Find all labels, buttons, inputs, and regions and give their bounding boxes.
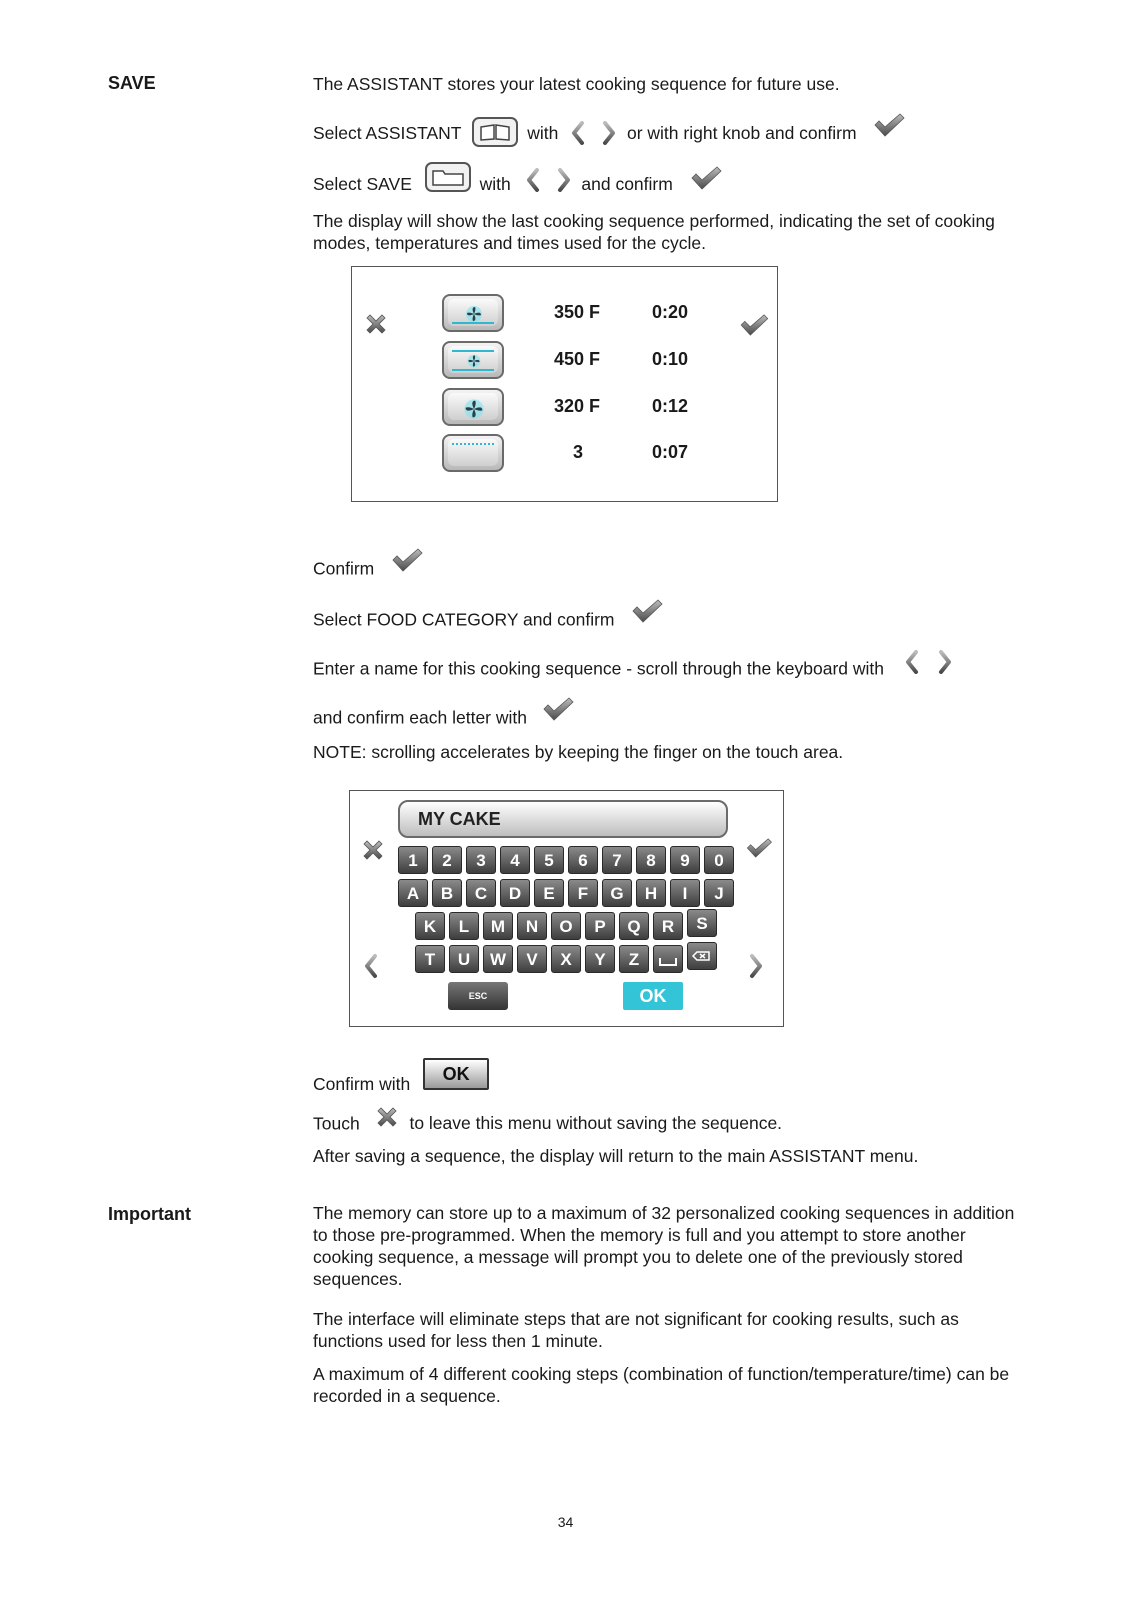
space-icon [654,946,682,972]
ok-button: OK [423,1058,489,1090]
grill-icon [442,434,504,472]
key[interactable]: C [466,879,496,907]
leave-menu-text: to leave this menu without saving the sequence. [409,1113,783,1134]
fan-bottom-heat-icon [442,341,504,379]
chevron-left-icon[interactable] [364,953,378,979]
enter-name-text: Enter a name for this cooking sequence - scroll through the keyboard with [313,658,885,679]
step-confirm [313,556,423,580]
checkmark-icon [690,166,722,190]
key[interactable]: Q [619,912,649,940]
important-paragraph-3: A maximum of 4 different cooking steps (combination of function/temperature/time) can be recorded in a sequence. [313,1364,1010,1406]
fan-ring-icon [442,388,504,426]
with-text-2: with [479,174,511,194]
and-confirm-text: and confirm [581,174,673,194]
sequence-time: 0:20 [652,302,689,322]
backspace-key[interactable] [687,942,717,970]
sequence-time: 0:12 [652,396,689,416]
book-icon [472,117,518,149]
key[interactable]: Y [585,945,615,973]
key[interactable]: 5 [534,846,564,874]
or-right-knob-text: or with right knob and confirm [626,123,857,143]
key[interactable]: 3 [466,846,496,874]
key[interactable]: Z [619,945,649,973]
select-assistant-text: Select ASSISTANT [313,123,462,143]
ok-key[interactable]: OK [623,982,683,1010]
key[interactable]: V [517,945,547,973]
name-input-value: MY CAKE [418,809,501,829]
key[interactable]: W [483,945,513,973]
confirm-with-text: Confirm with [313,1074,411,1094]
key[interactable]: 6 [568,846,598,874]
key[interactable]: X [551,945,581,973]
key[interactable]: L [449,912,479,940]
name-input[interactable] [398,800,728,838]
sequence-temp: 350 F [554,302,601,322]
chevron-left-icon [905,650,919,674]
key[interactable]: J [704,879,734,907]
key[interactable]: E [534,879,564,907]
key[interactable]: K [415,912,445,940]
checkmark-icon [631,599,663,623]
key[interactable]: G [602,879,632,907]
sequence-temp: 3 [572,442,583,462]
x-icon[interactable] [364,312,388,336]
key[interactable]: M [483,912,513,940]
keyboard-panel [349,790,784,1027]
key[interactable]: S [687,909,717,937]
key[interactable]: H [636,879,666,907]
key[interactable]: R [653,912,683,940]
note-text: NOTE: scrolling accelerates by keeping the finger on the touch area. [313,742,844,762]
sequence-row [442,294,782,334]
step-select-save [313,168,722,200]
step-confirm-ok [313,1064,489,1100]
key[interactable]: A [398,879,428,907]
key[interactable]: 8 [636,846,666,874]
sequence-temp: 320 F [554,396,601,416]
key[interactable]: 0 [704,846,734,874]
section-label-save: SAVE [108,73,156,93]
chevron-left-icon [526,168,540,192]
folder-icon [425,162,471,194]
x-icon [375,1105,399,1129]
checkmark-icon[interactable] [745,838,773,858]
key[interactable]: 7 [602,846,632,874]
key[interactable]: F [568,879,598,907]
sequence-row [442,341,782,381]
step-enter-name [313,656,952,680]
esc-key[interactable]: ESC [448,982,508,1010]
key[interactable]: I [670,879,700,907]
sequence-display-panel [351,266,778,502]
key[interactable]: 2 [432,846,462,874]
section-label-important: Important [108,1204,191,1224]
key[interactable]: U [449,945,479,973]
confirm-text: Confirm [313,558,375,579]
page-number: 34 [557,1514,574,1530]
checkmark-icon [873,113,905,137]
step-select-assistant [313,117,905,149]
step-touch-x [313,1111,782,1135]
sequence-row [442,388,782,428]
key[interactable]: P [585,912,615,940]
checkmark-icon [391,548,423,572]
sequence-time: 0:10 [652,349,689,369]
confirm-letter-text: and confirm each letter with [313,707,527,728]
fan-icon [442,294,504,332]
chevron-right-icon [602,121,616,145]
x-icon[interactable] [361,838,385,862]
key[interactable]: 9 [670,846,700,874]
chevron-left-icon [571,121,585,145]
sequence-time: 0:07 [652,442,689,462]
after-saving-text: After saving a sequence, the display will return to the main ASSISTANT menu. [313,1146,919,1166]
key[interactable]: T [415,945,445,973]
important-paragraph-1: The memory can store up to a maximum of 32 personalized cooking sequences in addition to those pre-programmed. When the memory is full and you attempt to store another cooking sequence, a message will prompt you to delete one of the previously stored sequences. [313,1203,1015,1289]
display-description: The display will show the last cooking sequence performed, indicating the set of cooking modes, temperatures and times used for the cycle. [313,211,995,253]
key[interactable]: N [517,912,547,940]
select-save-text: Select SAVE [313,174,412,194]
intro-text: The ASSISTANT stores your latest cooking sequence for future use. [313,74,840,94]
key[interactable]: O [551,912,581,940]
space-key[interactable] [653,945,683,973]
food-category-text: Select FOOD CATEGORY and confirm [313,609,615,630]
key[interactable]: B [432,879,462,907]
sequence-row [442,434,782,474]
key[interactable]: 4 [500,846,530,874]
key[interactable]: 1 [398,846,428,874]
chevron-right-icon [938,650,952,674]
checkmark-icon [542,697,574,721]
chevron-right-icon[interactable] [749,953,763,979]
with-text-1: with [527,123,559,143]
touch-text: Touch [313,1113,360,1134]
step-food-category [313,607,663,631]
sequence-temp: 450 F [554,349,601,369]
chevron-right-icon [557,168,571,192]
step-confirm-letter [313,705,574,729]
backspace-icon [688,943,716,969]
key[interactable]: D [500,879,530,907]
important-paragraph-2: The interface will eliminate steps that are not significant for cooking results, such as functions used for less then 1 minute. [313,1309,959,1351]
